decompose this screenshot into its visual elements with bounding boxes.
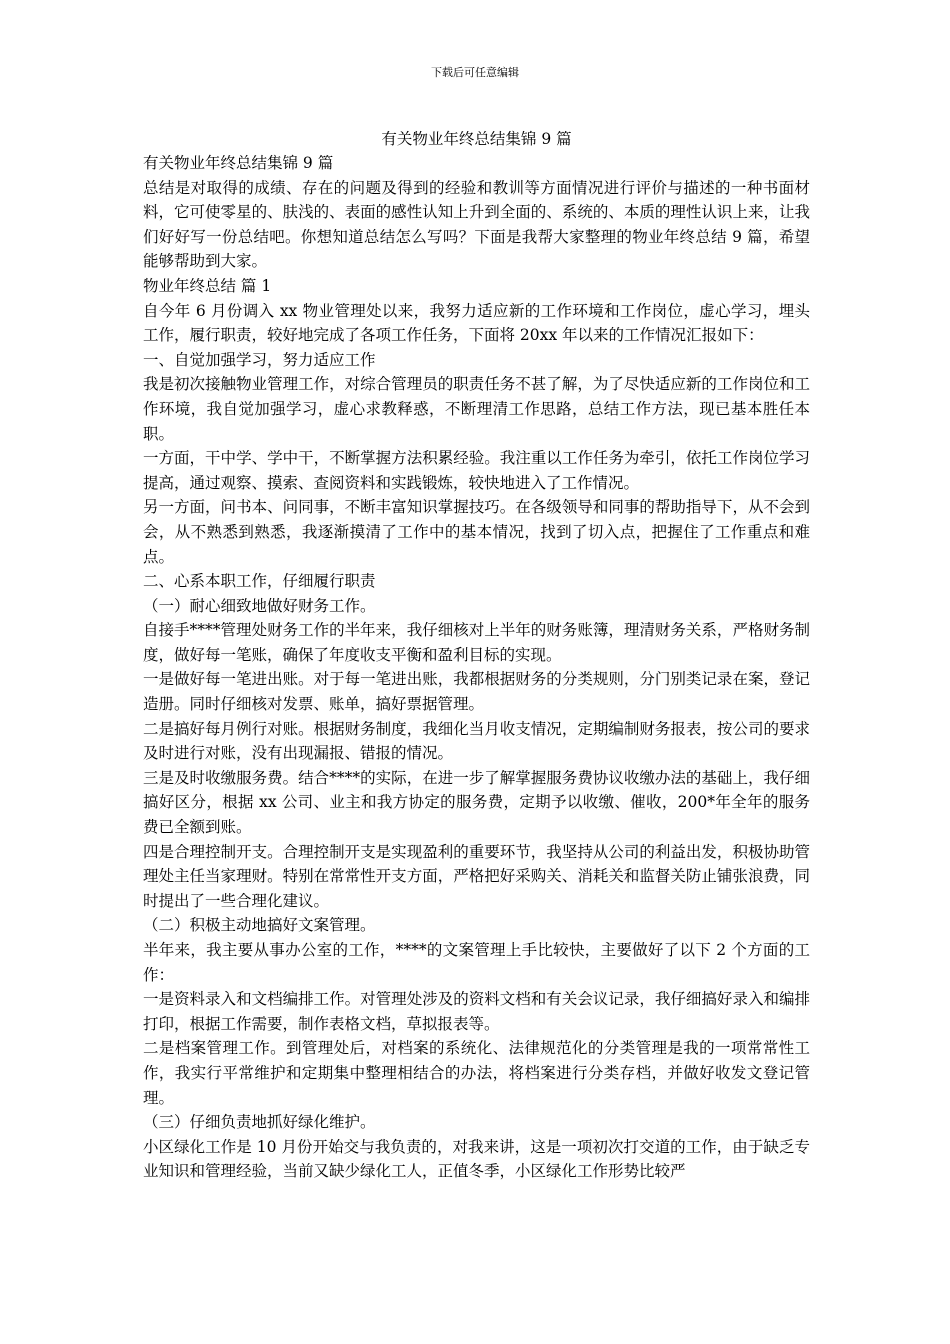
paragraph: 小区绿化工作是 10 月份开始交与我负责的，对我来讲，这是一项初次打交道的工作，由于缺乏专业知识和管理经验，当前又缺少绿化工人，正值冬季，小区绿化工作形势比较严 [143, 1137, 810, 1181]
paragraph-heading: 有关物业年终总结集锦 9 篇 [143, 154, 334, 172]
paragraph: 三是及时收缴服务费。结合****的实际，在进一步了解掌握服务费协议收缴办法的基础上，我仔细搞好区分，根据 xx 公司、业主和我方协定的服务费，定期予以收缴、催收，200*年全年的服务费已全额到账。 [143, 768, 810, 837]
header-note: 下载后可任意编辑 [431, 66, 519, 79]
document-title: 有关物业年终总结集锦 9 篇 [381, 130, 572, 148]
paragraph: 二是档案管理工作。到管理处后，对档案的系统化、法律规范化的分类管理是我的一项常常性工作，我实行平常维护和定期集中整理相结合的办法，将档案进行分类存档，并做好收发文登记管理。 [143, 1039, 810, 1107]
paragraph: 二是搞好每月例行对账。根据财务制度，我细化当月收支情况，定期编制财务报表，按公司的要求及时进行对账，没有出现漏报、错报的情况。 [143, 719, 810, 763]
paragraph-subheading: 一、自觉加强学习，努力适应工作 [143, 350, 376, 369]
paragraph: 一是资料录入和文档编排工作。对管理处涉及的资料文档和有关会议记录，我仔细搞好录入和编排打印，根据工作需要，制作表格文档，草拟报表等。 [143, 990, 810, 1033]
paragraph-subheading: （一）耐心细致地做好财务工作。 [143, 596, 376, 615]
paragraph: 一方面，干中学、学中干，不断掌握方法积累经验。我注重以工作任务为牵引，依托工作岗位学习提高，通过观察、摸索、查阅资料和实践锻炼，较快地进入了工作情况。 [143, 449, 810, 492]
document-content [143, 127, 810, 1184]
paragraph: 自接手****管理处财务工作的半年来，我仔细核对上半年的财务账簿，理清财务关系，严格财务制度，做好每一笔账，确保了年度收支平衡和盈利目标的实现。 [143, 621, 810, 664]
paragraph: 半年来，我主要从事办公室的工作，****的文案管理上手比较快，主要做好了以下 2 个方面的工作： [143, 941, 810, 984]
paragraph: 自今年 6 月份调入 xx 物业管理处以来，我努力适应新的工作环境和工作岗位，虚心学习，埋头工作，履行职责，较好地完成了各项工作任务，下面将 20xx 年以来的工作情况汇报如下： [143, 301, 810, 345]
paragraph: 四是合理控制开支。合理控制开支是实现盈利的重要环节，我坚持从公司的利益出发，积极协助管理处主任当家理财。特别在常常性开支方面，严格把好采购关、消耗关和监督关防止铺张浪费，同时提出了一些合理化建议。 [143, 842, 810, 910]
paragraph-subheading: （二）积极主动地搞好文案管理。 [143, 916, 376, 935]
paragraph: 我是初次接触物业管理工作，对综合管理员的职责任务不甚了解，为了尽快适应新的工作岗位和工作环境，我自觉加强学习，虚心求教释惑，不断理清工作思路，总结工作方法，现已基本胜任本职。 [143, 375, 810, 443]
paragraph-intro: 总结是对取得的成绩、存在的问题及得到的经验和教训等方面情况进行评价与描述的一种书面材料，它可使零星的、肤浅的、表面的感性认知上升到全面的、系统的、本质的理性认识上来，让我们好好写一份总结吧。你想知道总结怎么写吗？下面是我帮大家整理的物业年终总结 9 篇，希望能够帮助到大家。 [143, 178, 810, 271]
paragraph: 另一方面，问书本、问同事，不断丰富知识掌握技巧。在各级领导和同事的帮助指导下，从不会到会，从不熟悉到熟悉，我逐渐摸清了工作中的基本情况，找到了切入点，把握住了工作重点和难点。 [143, 498, 810, 566]
paragraph-subheading: 二、心系本职工作，仔细履行职责 [143, 572, 376, 591]
paragraph-section-title: 物业年终总结 篇 1 [143, 276, 272, 295]
document-body [143, 151, 810, 1184]
paragraph-subheading: （三）仔细负责地抓好绿化维护。 [143, 1113, 376, 1132]
paragraph: 一是做好每一笔进出账。对于每一笔进出账，我都根据财务的分类规则，分门别类记录在案，登记造册。同时仔细核对发票、账单，搞好票据管理。 [143, 670, 810, 714]
